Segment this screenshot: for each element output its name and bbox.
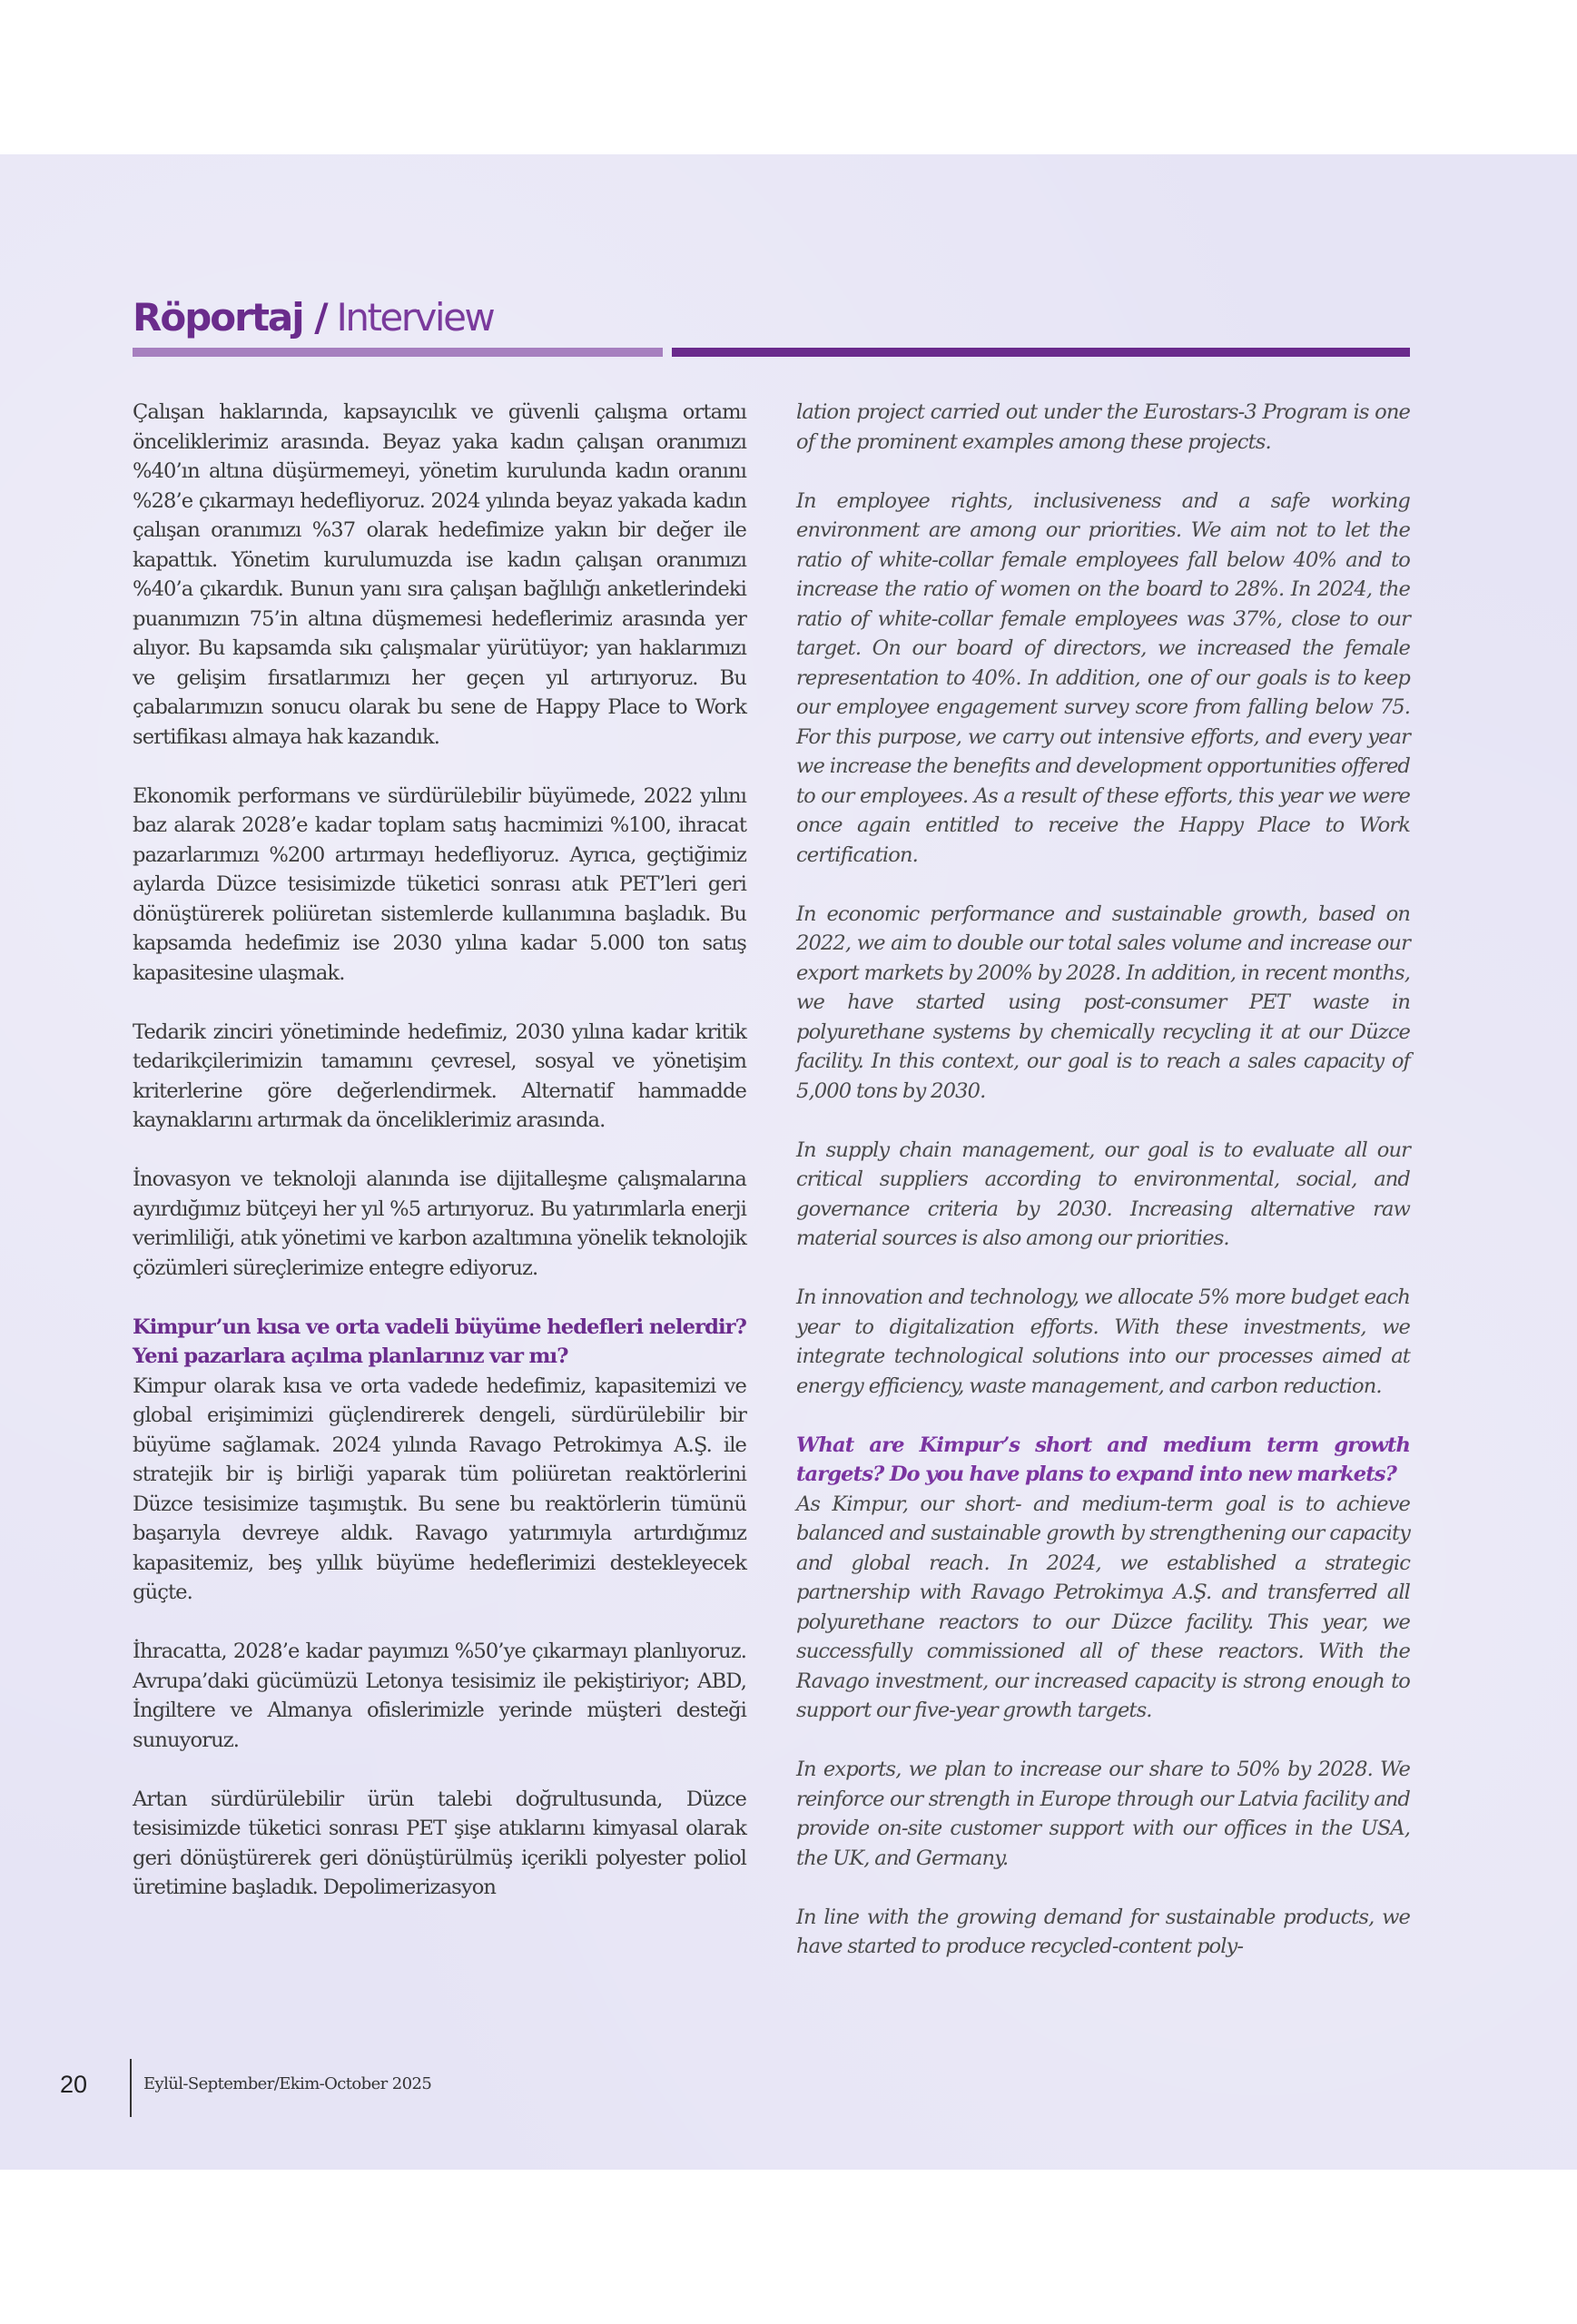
header-rule-dark: [672, 348, 1410, 357]
paragraph-sustainable-products-en: In line with the growing demand for sustainable products, we have started to produce recycled-content poly-: [796, 1905, 1410, 1958]
answer-paragraph-en: As Kimpur, our short- and medium-term goal is to achieve balanced and sustainable growth by strengthening our capacity and global reach. In 2024, we established a strategic partnership with Ravago Petrokimya A.Ş. and transferred all polyurethane reactors to our Düzce facility. This year, we successfully commissioned all of these reactors. With the Ravago investment, our increased capacity is strong enough to support our five-year growth targets.: [796, 1492, 1410, 1722]
footer-divider: [130, 2059, 132, 2117]
turkish-column: [133, 398, 746, 1932]
section-title-turkish: Röportaj /: [133, 295, 327, 340]
paragraph-exports-en: In exports, we plan to increase our share to 50% by 2028. We reinforce our strength in Europe through our Latvia facility and provide on-site customer support with our offices in the USA, the UK, and Germany.: [796, 1758, 1410, 1870]
paragraph-economic-performance-tr: Ekonomik performans ve sürdürülebilir büyümede, 2022 yılını baz alarak 2028’e kadar toplam satış hacmimizi %100, ihracat pazarlarımızı %200 artırmayı hedefliyoruz. Ayrıca, geçtiğimiz aylarda Düzce tesisimizde tüketici sonrası atık PET’leri geri dönüştürerek poliüretan sistemlerde kullanımına başladık. Bu kapsamda hedefimiz ise 2030 yılına kadar 5.000 ton satış kapasitesine ulaşmak.: [133, 783, 746, 985]
english-column: [796, 398, 1410, 1991]
paragraph-supply-chain-tr: Tedarik zinciri yönetiminde hedefimiz, 2030 yılına kadar kritik tedarikçilerimizin tamamını çevresel, sosyal ve yönetişim kriterlerine göre değerlendirmek. Alternatif hammadde kaynaklarını artırmak da önceliklerimiz arasında.: [133, 1019, 746, 1132]
paragraph-innovation-en: In innovation and technology, we allocate 5% more budget each year to digitalization efforts. With these investments, we integrate technological solutions into our processes aimed at energy efficiency, waste management, and carbon reduction.: [796, 1285, 1410, 1398]
section-title: [133, 290, 493, 345]
page-number: 20: [60, 2071, 88, 2098]
header-rule-light: [133, 348, 663, 357]
paragraph-sustainable-products-tr: Artan sürdürülebilir ürün talebi doğrultusunda, Düzce tesisimizde tüketici sonrası PET şişe atıklarını kimyasal olarak geri dönüştürerek geri dönüştürülmüş içerikli polyester poliol üretimine başladık. Depolimerizasyon: [133, 1787, 746, 1899]
paragraph-exports-tr: İhracatta, 2028’e kadar payımızı %50’ye çıkarmayı planlıyoruz. Avrupa’daki gücümüzü Letonya tesisimiz ile pekiştiriyor; ABD, İngiltere ve Almanya ofislerimizle yerinde müşteri desteği sunuyoruz.: [133, 1640, 746, 1752]
paragraph-eurostars-en: lation project carried out under the Eurostars-3 Program is one of the prominent examples among these projects.: [796, 400, 1410, 454]
paragraph-economic-performance-en: In economic performance and sustainable growth, based on 2022, we aim to double our total sales volume and increase our export markets by 200% by 2028. In addition, in recent months, we have started using post-consumer PET waste in polyurethane systems by chemically recycling it at our Düzce facility. In this context, our goal is to reach a sales capacity of 5,000 tons by 2030.: [796, 901, 1410, 1103]
paragraph-employee-rights-en: In employee rights, inclusiveness and a safe working environment are among our priorities. We aim not to let the ratio of white-collar female employees fall below 40% and to increase the ratio of women on the board to 28%. In 2024, the ratio of white-collar female employees was 37%, close to our target. On our board of directors, we increased the female representation to 40%. In addition, one of our goals is to keep our employee engagement survey score from falling below 75. For this purpose, we carry out intensive efforts, and every year we increase the benefits and development opportunities offered to our employees. As a result of these efforts, this year we were once again entitled to receive the Happy Place to Work certification.: [796, 488, 1410, 867]
issue-date: Eylül-September/Ekim-October 2025: [143, 2074, 432, 2093]
question-heading-tr: Kimpur’un kısa ve orta vadeli büyüme hedefleri nelerdir? Yeni pazarlara açılma planlarınız var mı?: [133, 1315, 746, 1368]
paragraph-supply-chain-en: In supply chain management, our goal is to evaluate all our critical suppliers according to environmental, social, and governance criteria by 2030. Increasing alternative raw material sources is also among our priorities.: [796, 1137, 1410, 1250]
section-title-english: Interview: [326, 295, 494, 340]
answer-paragraph-tr: Kimpur olarak kısa ve orta vadede hedefimiz, kapasitemizi ve global erişimimizi güçlendirerek dengeli, sürdürülebilir bir büyüme sağlamak. 2024 yılında Ravago Petrokimya A.Ş. ile stratejik bir iş birliği yaparak tüm poliüretan reaktörlerini Düzce tesisimize taşımıştık. Bu sene bu reaktörlerin tümünü başarıyla devreye aldık. Ravago yatırımıyla artırdığımız kapasitemiz, beş yıllık büyüme hedeflerimizi destekleyecek güçte.: [133, 1374, 746, 1604]
question-heading-en: What are Kimpur’s short and medium term growth targets? Do you have plans to expand into new markets?: [796, 1433, 1410, 1486]
paragraph-innovation-tr: İnovasyon ve teknoloji alanında ise dijitalleşme çalışmalarına ayırdığımız bütçeyi her yıl %5 artırıyoruz. Bu yatırımlarla enerji verimliliği, atık yönetimi ve karbon azaltımına yönelik teknolojik çözümleri süreçlerimize entegre ediyoruz.: [133, 1167, 746, 1280]
paragraph-employee-rights-tr: Çalışan haklarında, kapsayıcılık ve güvenli çalışma ortamı önceliklerimiz arasında. Beyaz yaka kadın çalışan oranımızı %40’ın altına düşürmemeyi, yönetim kurulunda kadın oranını %28’e çıkarmayı hedefliyoruz. 2024 yılında beyaz yakada kadın çalışan oranımızı %37 olarak hedefimize yakın bir değer ile kapattık. Yönetim kurulumuzda ise kadın çalışan oranımızı %40’a çıkardık. Bunun yanı sıra çalışan bağlılığı anketlerindeki puanımızın 75’in altına düşmemesi hedeflerimiz arasında yer alıyor. Bu kapsamda sıkı çalışmalar yürütüyor; yan haklarımızı ve gelişim fırsatlarımızı her geçen yıl artırıyoruz. Bu çabalarımızın sonucu olarak bu sene de Happy Place to Work sertifikası almaya hak kazandık.: [133, 400, 746, 749]
